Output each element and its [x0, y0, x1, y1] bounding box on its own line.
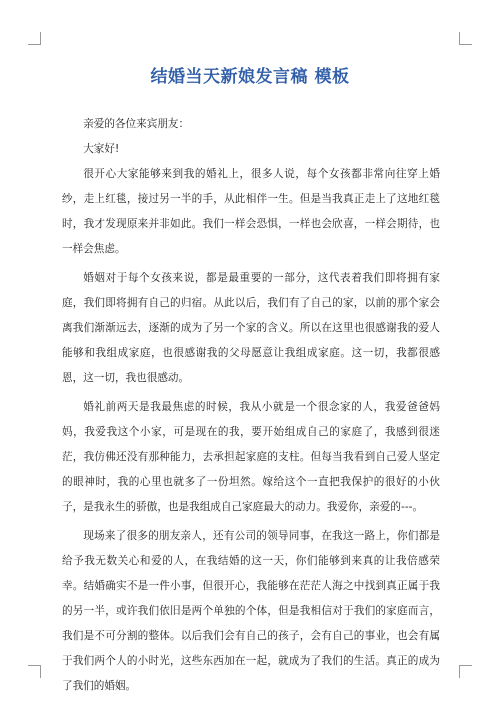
crop-mark-bottom-left: [28, 665, 41, 678]
greeting: 大家好!: [83, 143, 120, 155]
document-body: [62, 112, 440, 699]
paragraph: 婚礼前两天是我最焦虑的时候，我从小就是一个很念家的人，我爱爸爸妈妈，我爱我这个小家，可是现在的我，要开始组成自己的家庭了，我感到很迷茫，我仿佛还没有那种能力，去承担起家庭的支柱。但每当我看到自己爱人坚定的眼神时，我的心里也就多了一份坦然。嫁给这个一直把我保护的很好的小伙子，是我永生的骄傲，也是我组成自己家庭最大的动力。我爱你，亲爱的---。: [62, 401, 440, 513]
paragraph: 很开心大家能够来到我的婚礼上，很多人说，每个女孩都非常向往穿上婚纱，走上红毯，接过另一半的手，从此相伴一生。但是当我真正走上了这地红毯时，我才发现原来并非如此。我们一样会恐惧，一样也会欣喜，一样会期待，也一样会焦虑。: [62, 168, 440, 255]
crop-mark-top-right: [459, 32, 472, 45]
paragraph: 现场来了很多的朋友亲人，还有公司的领导同事，在我这一路上，你们都是给予我无数关心和爱的人，在我结婚的这一天，你们能够到来真的让我倍感荣幸。结婚确实不是一件小事，但很开心，我能够在茫茫人海之中找到真正属于我的另一半，或许我们依旧是两个单独的个体，但是我相信对于我们的家庭而言，我们是不可分割的整体。以后我们会有自己的孩子，会有自己的事业，也会有属于我们两个人的小时光，这些东西加在一起，就成为了我们的生活。真正的成为了我们的婚姻。: [62, 530, 440, 692]
crop-mark-bottom-right: [459, 665, 472, 678]
salutation: 亲爱的各位来宾朋友：: [83, 118, 190, 130]
document-title: 结婚当天新娘发言稿 模板: [150, 67, 350, 87]
crop-mark-top-left: [28, 32, 41, 45]
paragraph: 婚姻对于每个女孩来说，都是最重要的一部分，这代表着我们即将拥有家庭，我们即将拥有自己的归宿。从此以后，我们有了自己的家，以前的那个家会离我们渐渐远去，逐渐的成为了另一个家的含义。所以在这里也很感谢我的爱人能够和我组成家庭，也很感谢我的父母愿意让我组成家庭。这一切，我都很感恩，这一切，我也很感动。: [62, 272, 440, 384]
